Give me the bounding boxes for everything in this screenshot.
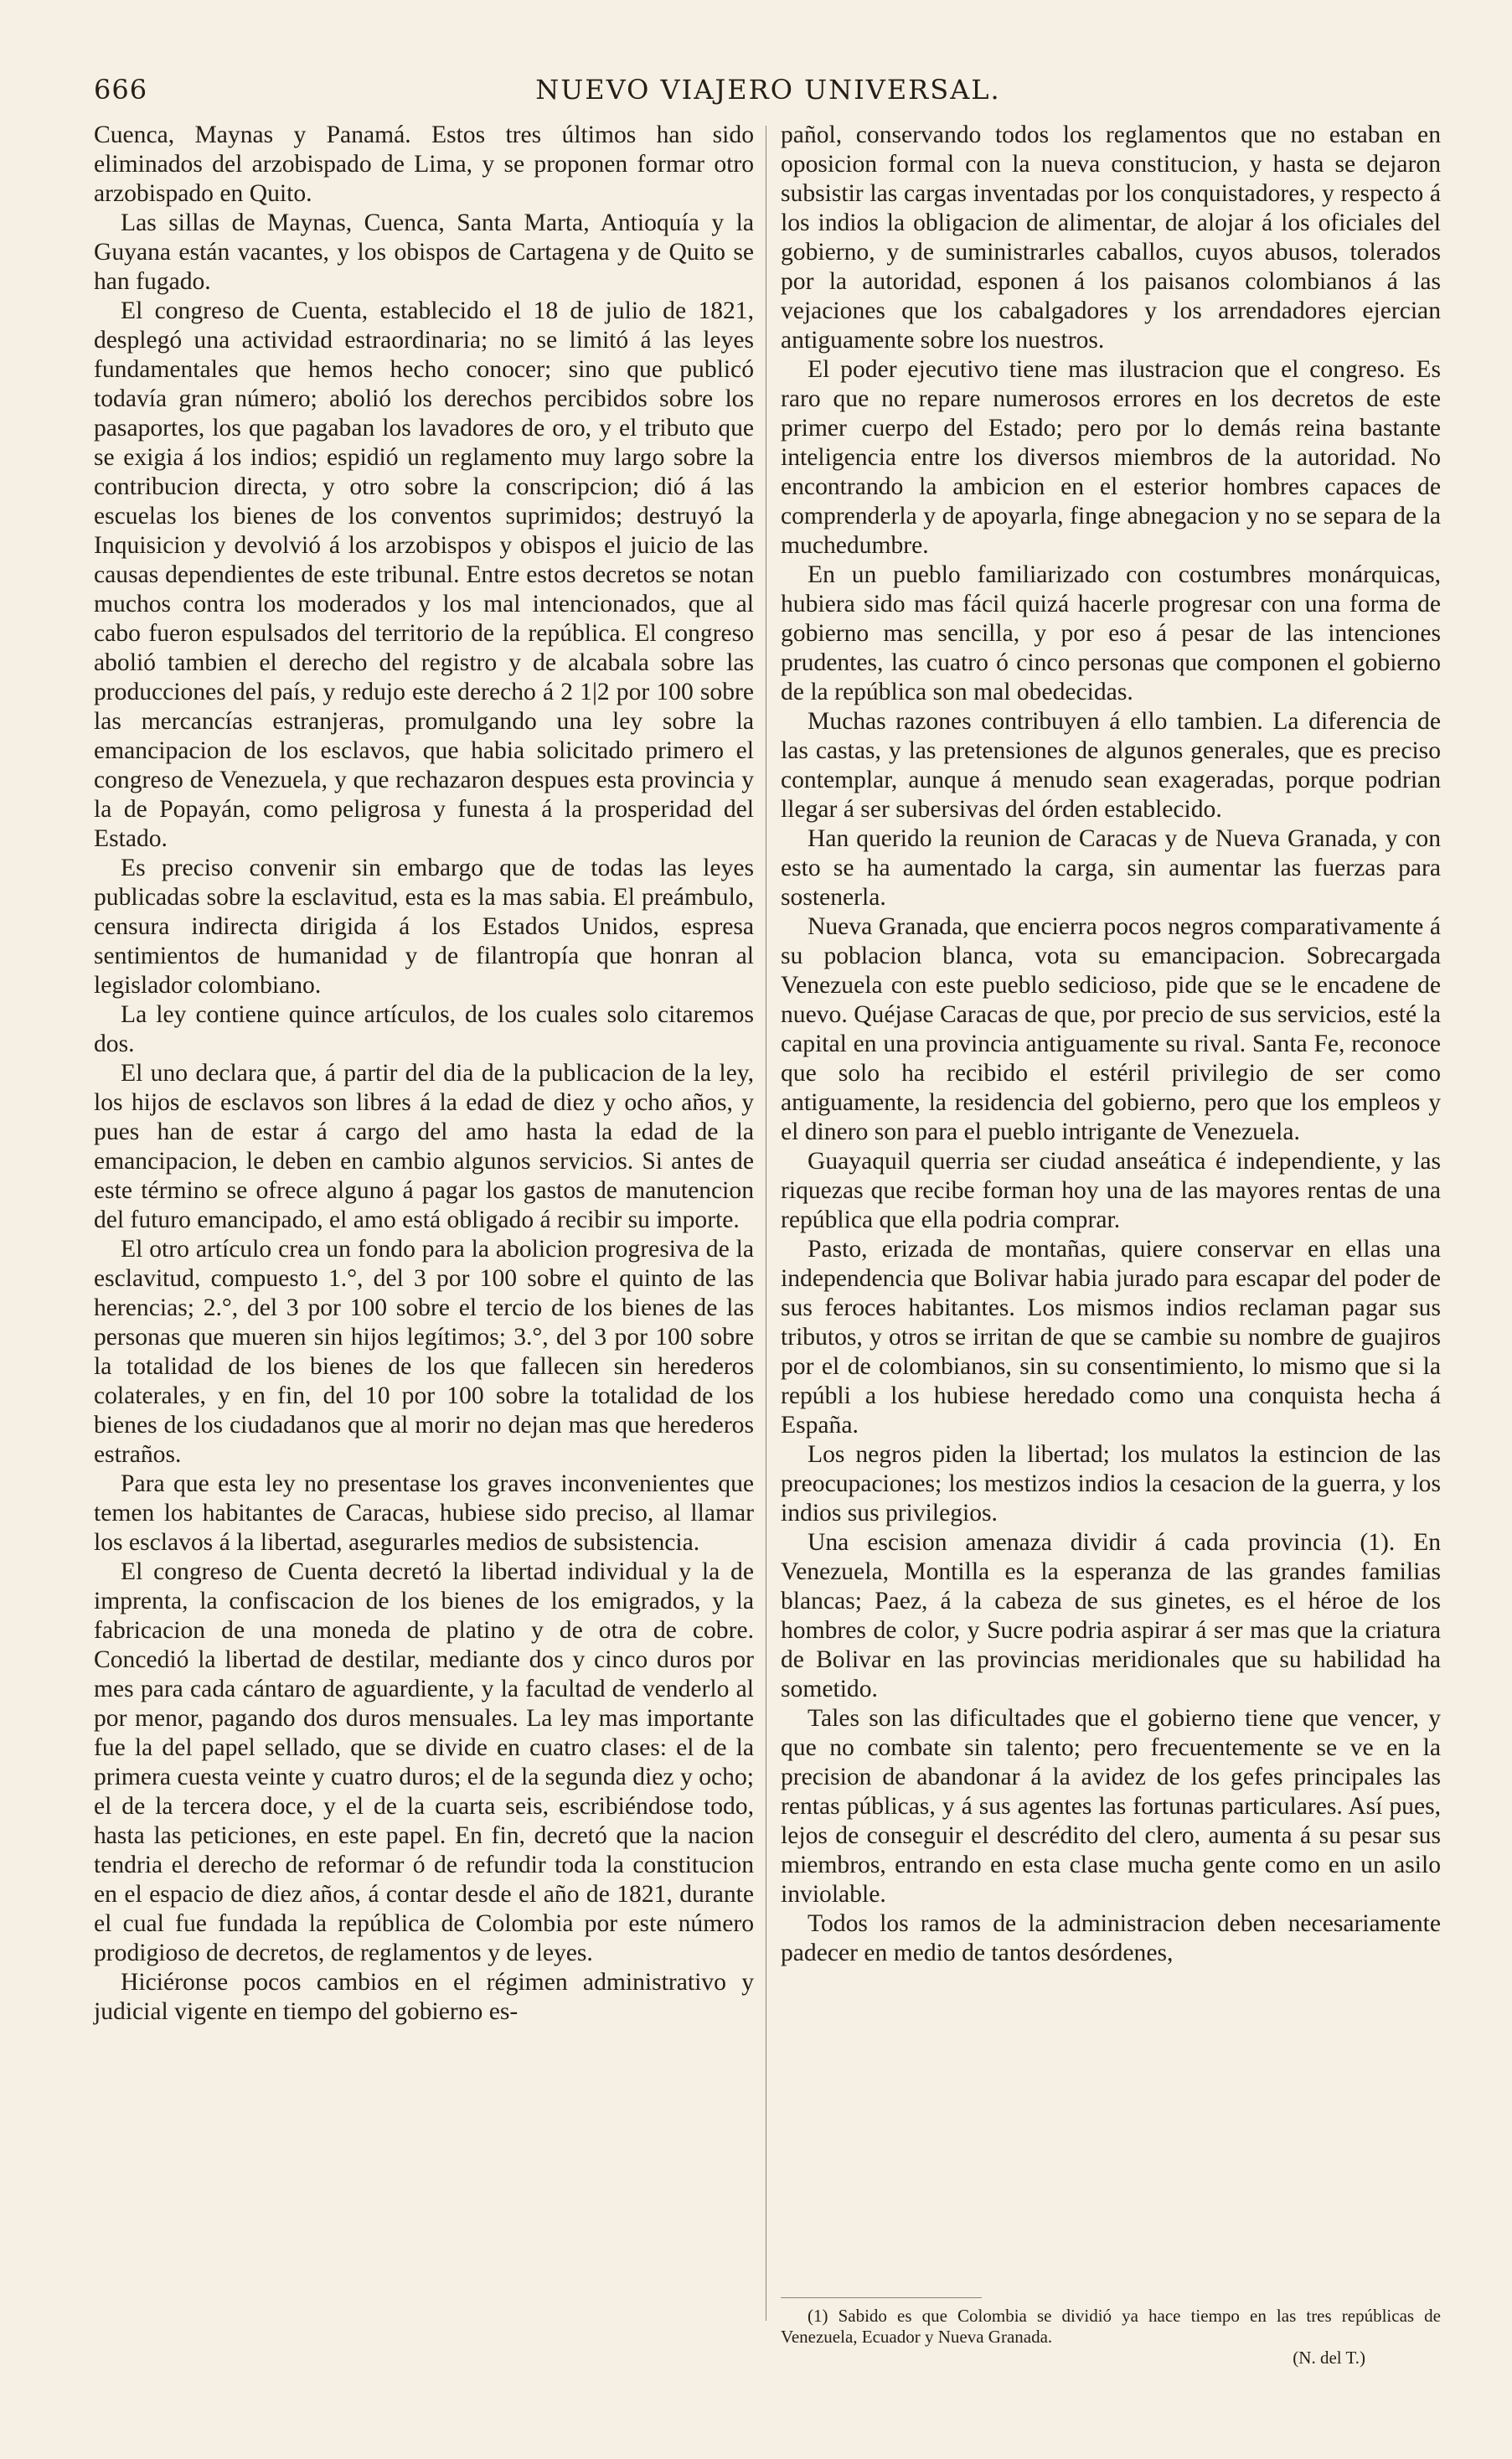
paragraph: El uno declara que, á partir del dia de la publicacion de la ley, los hijos de esclavos son libres á la edad de diez y ocho años, y pues han de estar á cargo del amo hasta la edad de la emancipacion, le deben en cambio algunos servicios. Si antes de este término se ofrece alguno á pagar los gastos de manutencion del futuro emancipado, el amo está obligado á recibir su importe. xyxy=(94,1060,754,1233)
paragraph: Es preciso convenir sin embargo que de todas las leyes publicadas sobre la esclavitud, esta es la mas sabia. El preámbulo, censura indirecta dirigida á los Estados Unidos, espresa sentimientos de humanidad y de filantropía que honran al legislador colombiano. xyxy=(94,855,754,999)
footnote-divider xyxy=(781,2297,982,2298)
paragraph: Cuenca, Maynas y Panamá. Estos tres últimos han sido eliminados del arzobispado de Lima, y se proponen formar otro arzobispado en Quito. xyxy=(94,121,754,207)
paragraph: Los negros piden la libertad; los mulatos la estincion de las preocupaciones; los mestizos indios la cesacion de la guerra, y los indios sus privilegios. xyxy=(781,1441,1441,1527)
running-title: NUEVO VIAJERO UNIVERSAL. xyxy=(535,74,1001,106)
footnote xyxy=(781,2306,1441,2369)
paragraph: Las sillas de Maynas, Cuenca, Santa Marta, Antioquía y la Guyana están vacantes, y los obispos de Cartagena y de Quito se han fugado. xyxy=(94,209,754,295)
footnote-signature: (N. del T.) xyxy=(1293,2348,1365,2368)
footnote-text: (1) Sabido es que Colombia se dividió ya hace tiempo en las tres repúblicas de Venezuela, Ecuador y Nueva Granada. xyxy=(781,2306,1441,2347)
left-column xyxy=(94,121,754,2027)
paragraph: Muchas razones contribuyen á ello tambien. La diferencia de las castas, y las pretensiones de algunos generales, que es preciso contemplar, aunque á menudo sean exageradas, porque podrian llegar á ser subersivas del órden establecido. xyxy=(781,708,1441,823)
paragraph: En un pueblo familiarizado con costumbres monárquicas, hubiera sido mas fácil quizá hacerle progresar con una forma de gobierno mas sencilla, y por eso á pesar de las intenciones prudentes, las cuatro ó cinco personas que componen el gobierno de la república son mal obedecidas. xyxy=(781,561,1441,705)
paragraph: Hiciéronse pocos cambios en el régimen administrativo y judicial vigente en tiempo del gobierno es- xyxy=(94,1969,754,2025)
paragraph: Han querido la reunion de Caracas y de Nueva Granada, y con esto se ha aumentado la carga, sin aumentar las fuerzas para sostenerla. xyxy=(781,825,1441,911)
page-number: 666 xyxy=(94,74,148,106)
paragraph: Guayaquil querria ser ciudad anseática é independiente, y las riquezas que recibe forman hoy una de las mayores rentas de una república que ella podria comprar. xyxy=(781,1148,1441,1233)
paragraph: El congreso de Cuenta, establecido el 18 de julio de 1821, desplegó una actividad estraordinaria; no se limitó á las leyes fundamentales que hemos hecho conocer; sino que publicó todavía gran número; abolió los derechos percibidos sobre los pasaportes, los que pagaban los lavadores de oro, y el tributo que se exigia á los indios; espidió un reglamento muy largo sobre la contribucion directa, y otro sobre la conscripcion; dió á las escuelas los bienes de los conventos suprimidos; destruyó la Inquisicion y devolvió á los arzobispos y obispos el juicio de las causas dependientes de este tribunal. Entre estos decretos se notan muchos contra los moderados y los mal intencionados, que al cabo fueron espulsados del territorio de la república. El congreso abolió tambien el derecho del registro y de alcabala sobre las producciones del país, y redujo este derecho á 2 1|2 por 100 sobre las mercancías estranjeras, promulgando una ley sobre la emancipacion de los esclavos, que habia solicitado primero el congreso de Venezuela, y que rechazaron despues esta provincia y la de Popayán, como peligrosa y funesta á la prosperidad del Estado. xyxy=(94,297,754,852)
paragraph: pañol, conservando todos los reglamentos que no estaban en oposicion formal con la nueva constitucion, y hasta se dejaron subsistir las cargas inventadas por los conquistadores, y respecto á los indios la obligacion de alimentar, de alojar á los oficiales del gobierno, y de suministrarles caballos, cuyos abusos, tolerados por la autoridad, esponen á los paisanos colombianos á las vejaciones que los cabalgadores y los arrendadores ejercian antiguamente sobre los nuestros. xyxy=(781,121,1441,354)
paragraph: La ley contiene quince artículos, de los cuales solo citaremos dos. xyxy=(94,1001,754,1057)
paragraph: Una escision amenaza dividir á cada provincia (1). En Venezuela, Montilla es la esperanza de las grandes familias blancas; Paez, á la cabeza de sus ginetes, es el héroe de los hombres de color, y Sucre podria aspirar á ser mas que la criatura de Bolivar en las provincias meridionales que su habilidad ha sometido. xyxy=(781,1529,1441,1702)
page-header xyxy=(94,74,1442,114)
paragraph: Nueva Granada, que encierra pocos negros comparativamente á su poblacion blanca, vota su emancipacion. Sobrecargada Venezuela con este pueblo sedicioso, pide que se le encadene de nuevo. Quéjase Caracas de que, por precio de sus servicios, esté la capital en una provincia antiguamente su rival. Santa Fe, reconoce que solo ha recibido el estéril privilegio de ser como antiguamente, la residencia del gobierno, pero que los empleos y el dinero son para el pueblo intrigante de Venezuela. xyxy=(781,913,1441,1145)
right-column xyxy=(781,121,1441,1968)
paragraph: Pasto, erizada de montañas, quiere conservar en ellas una independencia que Bolivar habia jurado para escapar del poder de sus feroces habitantes. Los mismos indios reclaman pagar sus tributos, y otros se irritan de que se cambie su nombre de guajiros por el de colombianos, sin su consentimiento, lo mismo que si la repúbli a los hubiese heredado como una conquista hecha á España. xyxy=(781,1236,1441,1439)
paragraph: El congreso de Cuenta decretó la libertad individual y la de imprenta, la confiscacion de los bienes de los emigrados, y la fabricacion de una moneda de platino y de otra de cobre. Concedió la libertad de destilar, mediante dos y cinco duros por mes para cada cántaro de aguardiente, y la facultad de venderlo al por menor, pagando dos duros mensuales. La ley mas importante fue la del papel sellado, que se divide en cuatro clases: el de la primera cuesta veinte y cuatro duros; el de la segunda diez y ocho; el de la tercera doce, y el de la cuarta seis, escribiéndose todo, hasta las peticiones, en este papel. En fin, decretó que la nacion tendria el derecho de reformar ó de refundir toda la constitucion en el espacio de diez años, á contar desde el año de 1821, durante el cual fue fundada la república de Colombia por este número prodigioso de decretos, de reglamentos y de leyes. xyxy=(94,1558,754,1966)
paragraph: Todos los ramos de la administracion deben necesariamente padecer en medio de tantos desórdenes, xyxy=(781,1910,1441,1966)
paragraph: Para que esta ley no presentase los graves inconvenientes que temen los habitantes de Caracas, hubiese sido preciso, al llamar los esclavos á la libertad, asegurarles medios de subsistencia. xyxy=(94,1470,754,1556)
paragraph: Tales son las dificultades que el gobierno tiene que vencer, y que no combate sin talento; pero frecuentemente se ve en la precision de abandonar á la avidez de los gefes principales las rentas públicas, y á sus agentes las fortunas particulares. Así pues, lejos de conseguir el descrédito del clero, aumenta á su pesar sus miembros, entrando en esta clase mucha gente como en un asilo inviolable. xyxy=(781,1705,1441,1908)
paragraph: El poder ejecutivo tiene mas ilustracion que el congreso. Es raro que no repare numerosos errores en los decretos de este primer cuerpo del Estado; pero por lo demás reina bastante inteligencia entre los diversos miembros de la autoridad. No encontrando la ambicion en el esterior hombres capaces de comprenderla y de apoyarla, finge abnegacion y no se separa de la muchedumbre. xyxy=(781,356,1441,559)
paragraph: El otro artículo crea un fondo para la abolicion progresiva de la esclavitud, compuesto 1.°, del 3 por 100 sobre el quinto de las herencias; 2.°, del 3 por 100 sobre el tercio de los bienes de las personas que mueren sin hijos legítimos; 3.°, del 3 por 100 sobre la totalidad de los bienes de los que fallecen sin herederos colaterales, y en fin, del 10 por 100 sobre la totalidad de los bienes de los ciudadanos que al morir no dejan mas que herederos estraños. xyxy=(94,1236,754,1468)
